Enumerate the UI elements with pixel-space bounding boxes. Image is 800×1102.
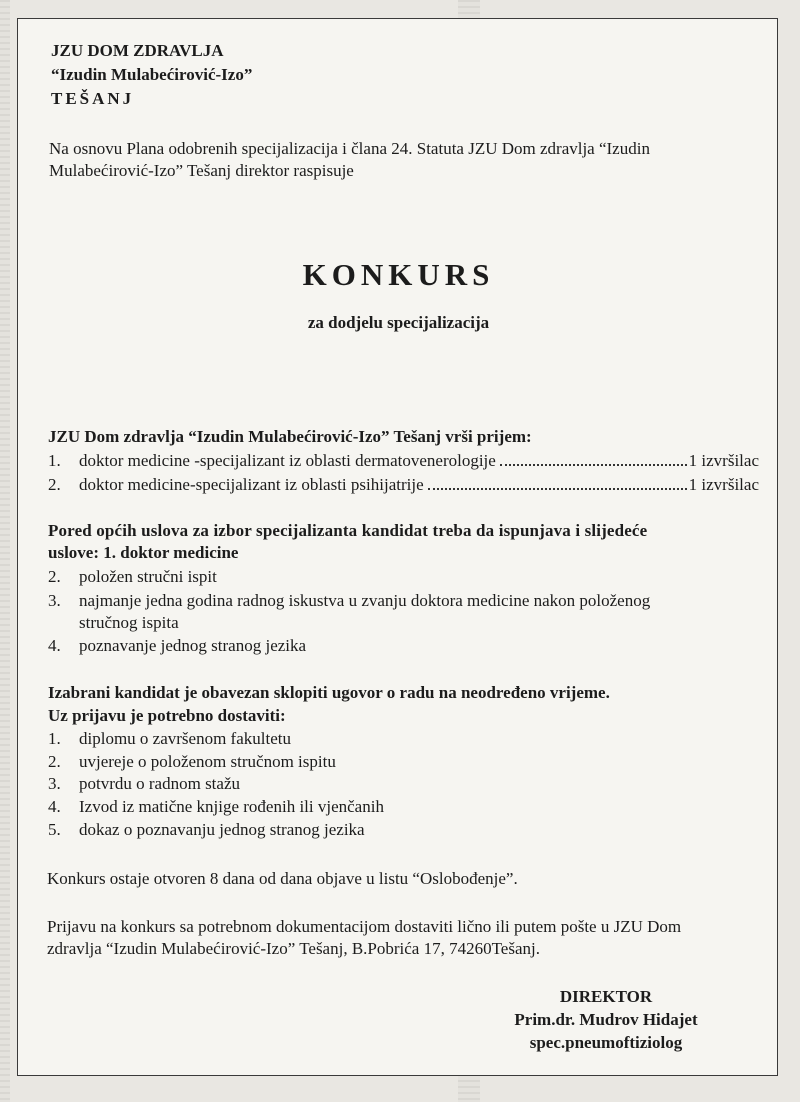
- notice-frame: [17, 18, 778, 1076]
- position-text: doktor medicine-specijalizant iz oblasti psihijatrije: [79, 475, 424, 494]
- position-text: doktor medicine -specijalizant iz oblasti dermatovenerologije: [79, 451, 496, 470]
- condition-text: najmanje jedna godina radnog iskustva u zvanju doktora medicine nakon položenog: [79, 591, 651, 610]
- conditions-heading-cont: uslove: 1. doktor medicine: [48, 543, 239, 562]
- signature-specialty: spec.pneumoftiziolog: [529, 1033, 683, 1052]
- org-name: JZU DOM ZDRAVLJA: [51, 41, 224, 60]
- position-row: [79, 475, 759, 495]
- dot-leader: [428, 488, 687, 490]
- document-number: 3.: [48, 774, 61, 793]
- position-number: 2.: [48, 475, 61, 494]
- document-number: 4.: [48, 797, 61, 816]
- condition-text-cont: stručnog ispita: [79, 613, 179, 632]
- page-edge-left: [0, 0, 10, 1102]
- document-number: 2.: [48, 752, 61, 771]
- signature-role: DIREKTOR: [559, 987, 653, 1006]
- condition-number: 2.: [48, 567, 61, 586]
- document-number: 5.: [48, 820, 61, 839]
- position-row: [79, 451, 759, 471]
- page-subtitle: za dodjelu specijalizacija: [307, 313, 490, 332]
- positions-heading: JZU Dom zdravlja “Izudin Mulabećirović-Izo” Tešanj vrši prijem:: [48, 427, 532, 446]
- intro-line-1: Na osnovu Plana odobrenih specijalizacija i člana 24. Statuta JZU Dom zdravlja “Izudin: [49, 139, 650, 158]
- position-count: 1 izvršilac: [688, 475, 759, 494]
- org-city: TEŠANJ: [51, 89, 135, 108]
- deadline-text: Konkurs ostaje otvoren 8 dana od dana objave u listu “Oslobođenje”.: [47, 869, 518, 888]
- condition-text: položen stručni ispit: [79, 567, 217, 586]
- document-number: 1.: [48, 729, 61, 748]
- signature-name: Prim.dr. Mudrov Hidajet: [514, 1010, 698, 1029]
- position-count: 1 izvršilac: [688, 451, 759, 470]
- document-text: Izvod iz matične knjige rođenih ili vjenčanih: [79, 797, 384, 816]
- page-title: KONKURS: [302, 257, 495, 292]
- condition-number: 3.: [48, 591, 61, 610]
- position-number: 1.: [48, 451, 61, 470]
- submission-line-1: Prijavu na konkurs sa potrebnom dokumentacijom dostaviti lično ili putem pošte u JZU Dom: [47, 917, 682, 936]
- documents-heading: Uz prijavu je potrebno dostaviti:: [48, 706, 286, 725]
- conditions-heading: Pored općih uslova za izbor specijalizanta kandidat treba da ispunjava i slijedeće: [48, 521, 648, 540]
- document-text: dokaz o poznavanju jednog stranog jezika: [79, 820, 365, 839]
- contract-note: Izabrani kandidat je obavezan sklopiti ugovor o radu na neodređeno vrijeme.: [48, 683, 610, 702]
- org-subname: “Izudin Mulabećirović-Izo”: [51, 65, 253, 84]
- dot-leader: [500, 464, 687, 466]
- document-text: uvjereje o položenom stručnom ispitu: [79, 752, 336, 771]
- document-text: diplomu o završenom fakultetu: [79, 729, 291, 748]
- condition-number: 4.: [48, 636, 61, 655]
- submission-line-2: zdravlja “Izudin Mulabećirović-Izo” Tešanj, B.Pobrića 17, 74260Tešanj.: [47, 939, 540, 958]
- intro-line-2: Mulabećirović-Izo” Tešanj direktor raspisuje: [49, 161, 354, 180]
- condition-text: poznavanje jednog stranog jezika: [79, 636, 307, 655]
- document-text: potvrdu o radnom stažu: [79, 774, 240, 793]
